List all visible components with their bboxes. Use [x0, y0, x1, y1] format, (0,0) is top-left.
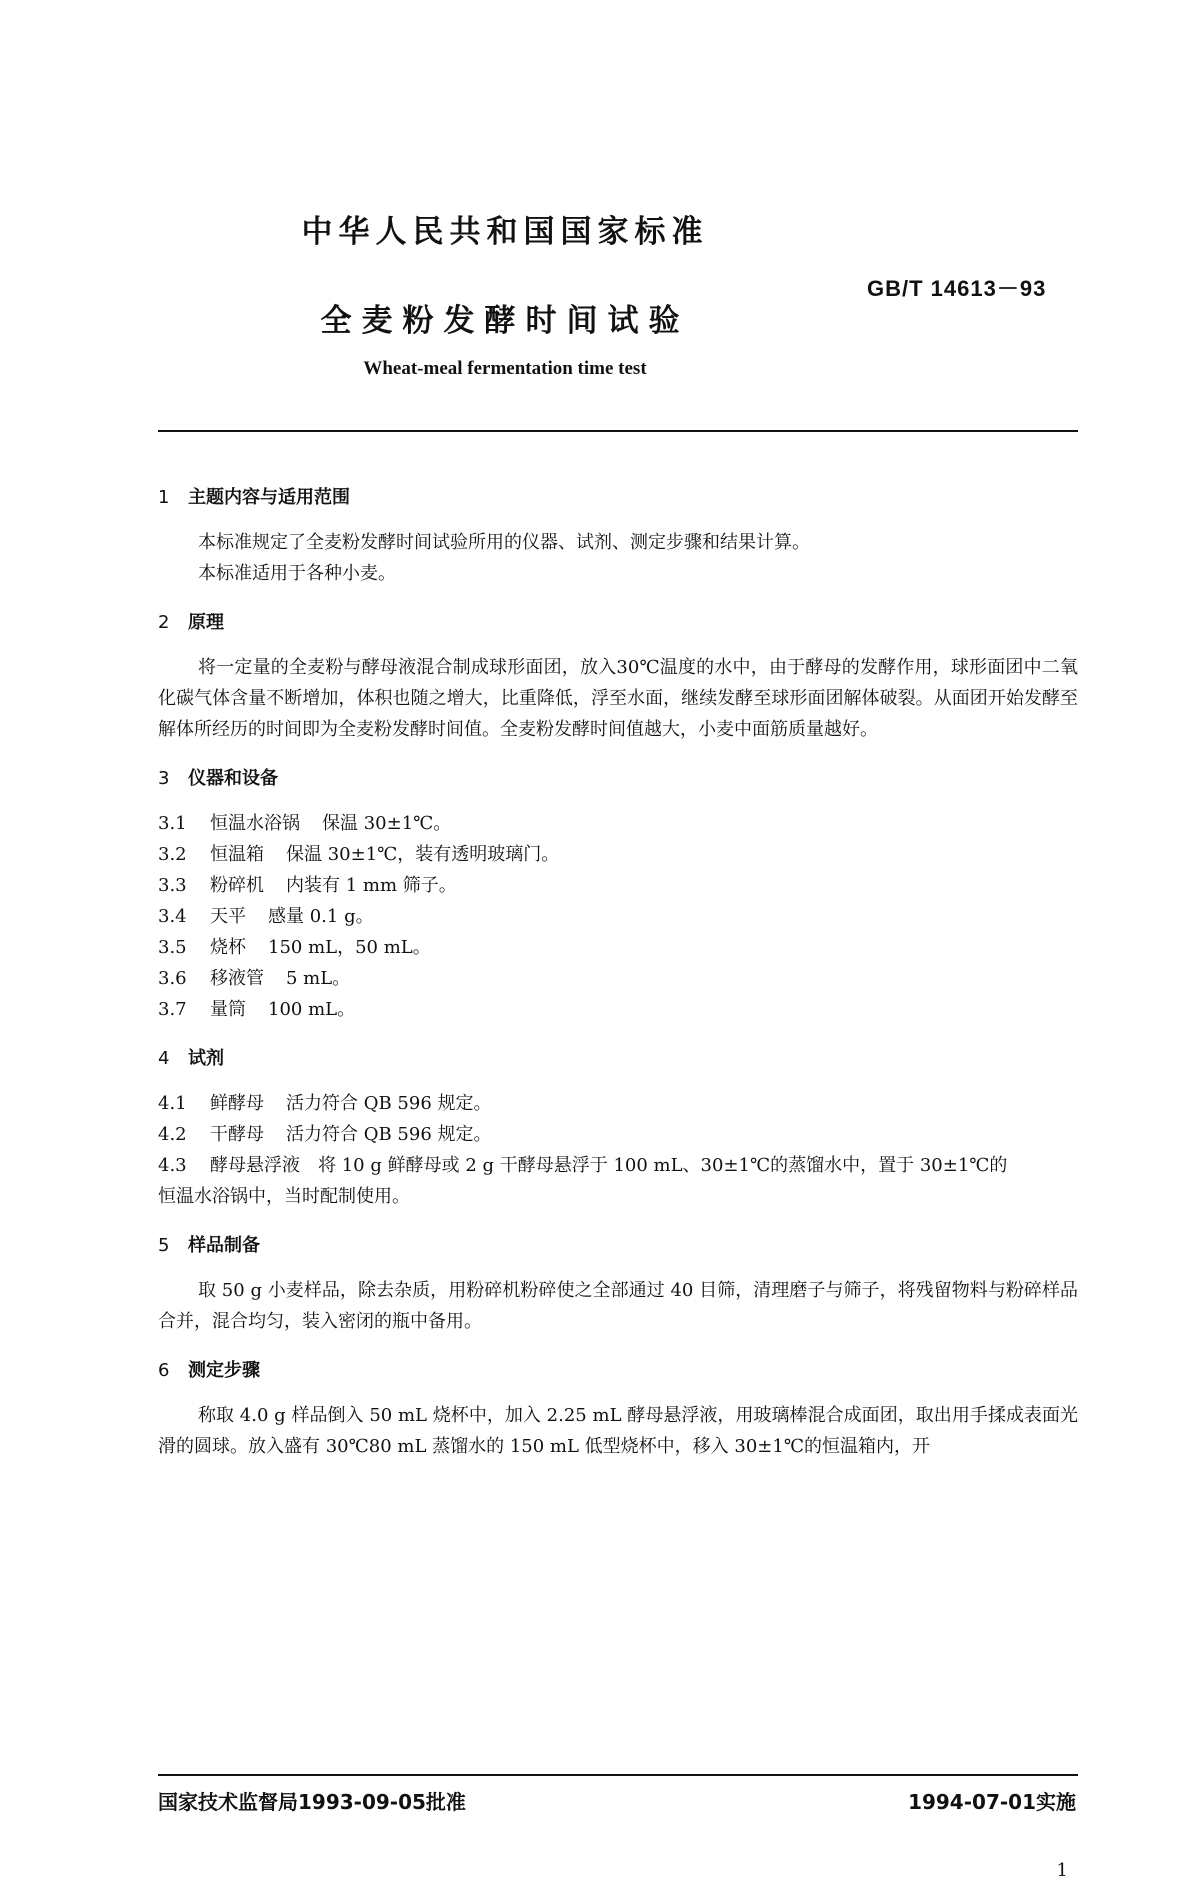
- item-description: 将 10 g 鲜酵母或 2 g 干酵母悬浮于 100 mL、30±1℃的蒸馏水中，置于 30±1℃的: [318, 1155, 1008, 1176]
- document-body: [158, 482, 1078, 1462]
- title-english: Wheat-meal fermentation time test: [363, 358, 647, 379]
- item-number: 3.5: [158, 937, 187, 958]
- section-3-heading: [158, 763, 1078, 794]
- section-6-heading: [158, 1355, 1078, 1386]
- list-item: [158, 870, 1078, 901]
- section-number: 4: [158, 1048, 170, 1069]
- section-title: 测定步骤: [188, 1360, 260, 1381]
- item-description: 内装有 1 mm 筛子。: [286, 875, 457, 896]
- item-description: 活力符合 QB 596 规定。: [286, 1124, 492, 1145]
- item-number: 4.1: [158, 1093, 187, 1114]
- item-description: 保温 30±1℃。: [322, 813, 452, 834]
- implementation-date: 1994-07-01实施: [908, 1790, 1076, 1814]
- item-number: 3.3: [158, 875, 187, 896]
- list-item: [158, 808, 1078, 839]
- section-title: 样品制备: [188, 1235, 260, 1256]
- item-term: 酵母悬浮液: [210, 1155, 300, 1176]
- section-1-paragraph-1: 本标准规定了全麦粉发酵时间试验所用的仪器、试剂、测定步骤和结果计算。: [198, 532, 810, 553]
- section-2-paragraph: 将一定量的全麦粉与酵母液混合制成球形面团，放入30℃温度的水中，由于酵母的发酵作用，球形面团中二氧化碳气体含量不断增加，体积也随之增大，比重降低，浮至水面，继续发酵至球形面团解体破裂。从面团开始发酵至解体所经历的时间即为全麦粉发酵时间值。全麦粉发酵时间值越大，小麦中面筋质量越好。: [158, 657, 1078, 740]
- section-number: 2: [158, 612, 170, 633]
- section-title: 仪器和设备: [188, 768, 278, 789]
- item-number: 4.3: [158, 1155, 187, 1176]
- section-title: 试剂: [188, 1048, 224, 1069]
- item-term: 恒温水浴锅: [210, 813, 300, 834]
- section-4-heading: [158, 1043, 1078, 1074]
- list-item: [158, 839, 1078, 870]
- item-description: 100 mL。: [268, 999, 356, 1020]
- list-item: [158, 1150, 1078, 1181]
- item-description: 5 mL。: [286, 968, 351, 989]
- item-term: 烧杯: [210, 937, 246, 958]
- section-2-heading: [158, 607, 1078, 638]
- list-item: [158, 932, 1078, 963]
- approval-line: 国家技术监督局1993-09-05批准: [158, 1790, 466, 1814]
- item-number: 3.2: [158, 844, 187, 865]
- list-item: [158, 994, 1078, 1025]
- item-description: 保温 30±1℃，装有透明玻璃门。: [286, 844, 560, 865]
- item-term: 鲜酵母: [210, 1093, 264, 1114]
- standard-code: GB/T 14613－93: [867, 276, 1047, 301]
- item-number: 3.4: [158, 906, 187, 927]
- item-number: 4.2: [158, 1124, 187, 1145]
- list-item-continuation: 恒温水浴锅中，当时配制使用。: [158, 1186, 410, 1207]
- item-description: 活力符合 QB 596 规定。: [286, 1093, 492, 1114]
- item-description: 感量 0.1 g。: [268, 906, 374, 927]
- item-term: 恒温箱: [210, 844, 264, 865]
- item-term: 量筒: [210, 999, 246, 1020]
- section-number: 1: [158, 487, 170, 508]
- section-1-heading: [158, 482, 1078, 513]
- title-chinese: 全麦粉发酵时间试验: [320, 303, 690, 339]
- standard-organization: 中华人民共和国国家标准: [301, 214, 709, 250]
- list-item: [158, 1088, 1078, 1119]
- list-item: [158, 1119, 1078, 1150]
- section-title: 原理: [188, 612, 224, 633]
- item-term: 粉碎机: [210, 875, 264, 896]
- list-item: [158, 901, 1078, 932]
- item-number: 3.7: [158, 999, 187, 1020]
- item-description: 150 mL，50 mL。: [268, 937, 431, 958]
- item-number: 3.6: [158, 968, 187, 989]
- page-number: 1: [1056, 1860, 1068, 1881]
- section-number: 3: [158, 768, 170, 789]
- bottom-rule: [158, 1774, 1078, 1776]
- top-rule: [158, 430, 1078, 432]
- section-6-paragraph: 称取 4.0 g 样品倒入 50 mL 烧杯中，加入 2.25 mL 酵母悬浮液，用玻璃棒混合成面团，取出用手揉成表面光滑的圆球。放入盛有 30℃80 mL 蒸馏水的 150 mL 低型烧杯中，移入 30±1℃的恒温箱内，开: [158, 1405, 1078, 1457]
- item-term: 移液管: [210, 968, 264, 989]
- section-1-paragraph-2: 本标准适用于各种小麦。: [198, 563, 396, 584]
- section-5-heading: [158, 1230, 1078, 1261]
- section-number: 5: [158, 1235, 170, 1256]
- section-number: 6: [158, 1360, 170, 1381]
- section-title: 主题内容与适用范围: [188, 487, 350, 508]
- item-number: 3.1: [158, 813, 187, 834]
- item-term: 天平: [210, 906, 246, 927]
- section-5-paragraph: 取 50 g 小麦样品，除去杂质，用粉碎机粉碎使之全部通过 40 目筛，清理磨子与筛子，将残留物料与粉碎样品合并，混合均匀，装入密闭的瓶中备用。: [158, 1280, 1078, 1332]
- item-term: 干酵母: [210, 1124, 264, 1145]
- list-item: [158, 963, 1078, 994]
